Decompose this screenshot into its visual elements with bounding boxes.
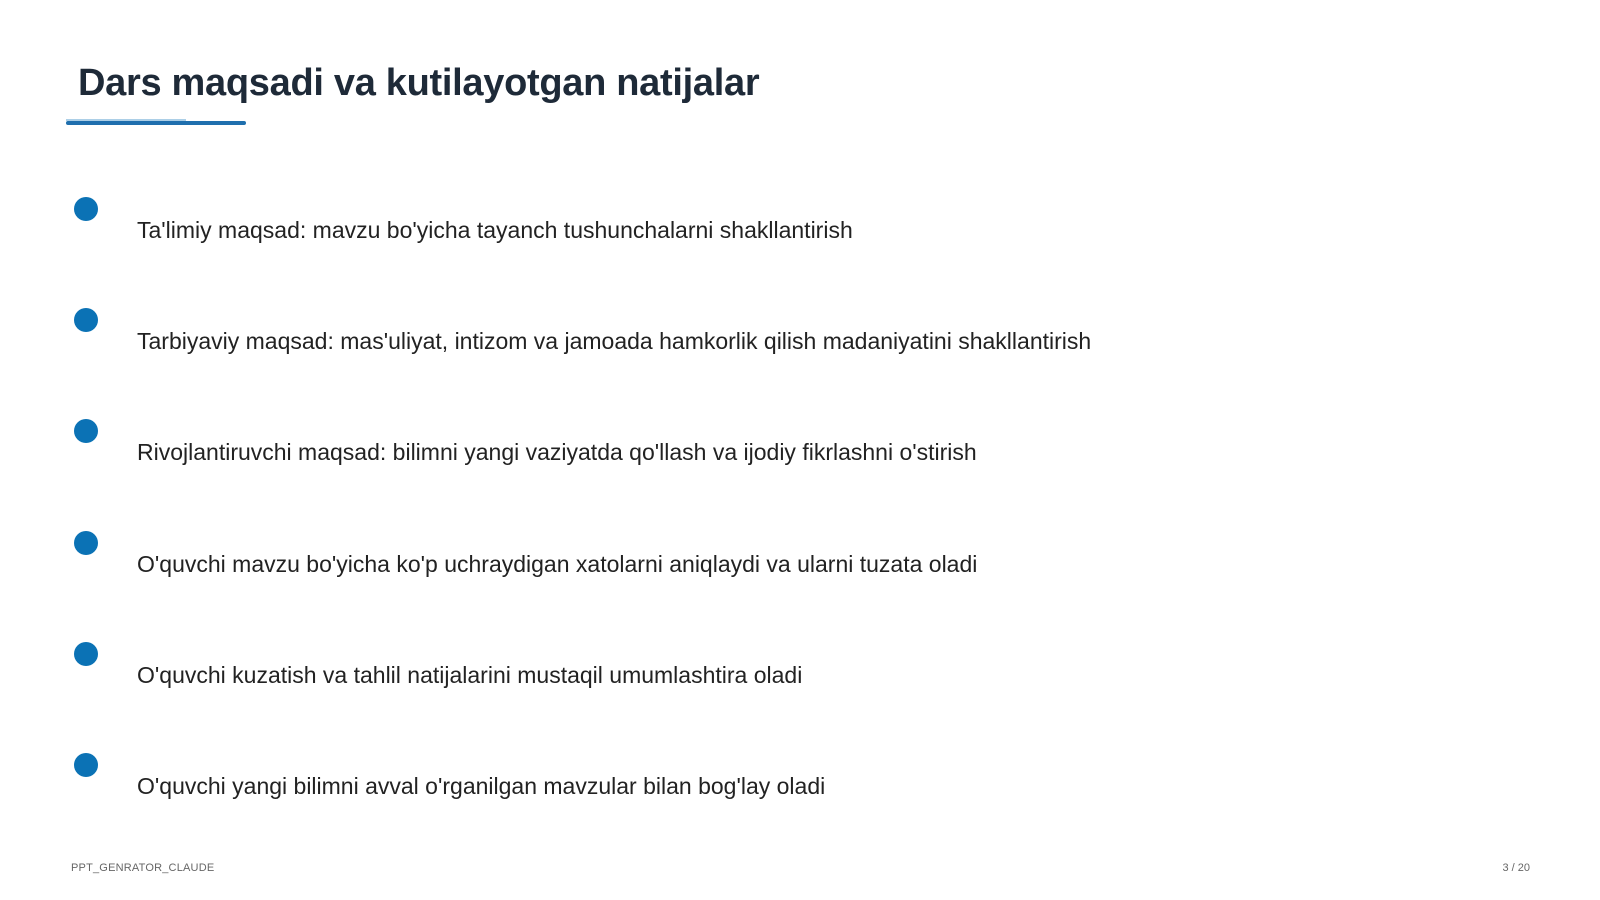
bullet-dot-icon	[74, 753, 98, 777]
bullet-dot-icon	[74, 419, 98, 443]
bullet-text: O'quvchi kuzatish va tahlil natijalarini mustaqil umumlashtira oladi	[137, 662, 803, 688]
bullet-text: O'quvchi mavzu bo'yicha ko'p uchraydigan xatolarni aniqlaydi va ularni tuzata oladi	[137, 551, 978, 577]
bullet-dot-icon	[74, 531, 98, 555]
title-underline	[66, 121, 246, 125]
bullet-text: Tarbiyaviy maqsad: mas'uliyat, intizom va jamoada hamkorlik qilish madaniyatini shakllantirish	[137, 328, 1092, 354]
bullet-text: O'quvchi yangi bilimni avval o'rganilgan mavzular bilan bog'lay oladi	[137, 773, 826, 799]
bullet-item	[0, 417, 1600, 477]
bullet-dot-icon	[74, 642, 98, 666]
bullet-item	[0, 306, 1600, 366]
slide-title: Dars maqsadi va kutilayotgan natijalar	[78, 62, 760, 104]
bullet-item	[0, 529, 1600, 589]
bullet-item	[0, 195, 1600, 255]
bullet-text: Ta'limiy maqsad: mavzu bo'yicha tayanch tushunchalarni shakllantirish	[137, 217, 853, 243]
footer-label: PPT_GENRATOR_CLAUDE	[71, 862, 215, 874]
bullet-text: Rivojlantiruvchi maqsad: bilimni yangi vaziyatda qo'llash va ijodiy fikrlashni o'stirish	[137, 439, 977, 465]
bullet-dot-icon	[74, 308, 98, 332]
bullet-dot-icon	[74, 197, 98, 221]
bullet-item	[0, 640, 1600, 700]
page-number: 3 / 20	[1502, 862, 1530, 874]
bullet-item	[0, 751, 1600, 811]
